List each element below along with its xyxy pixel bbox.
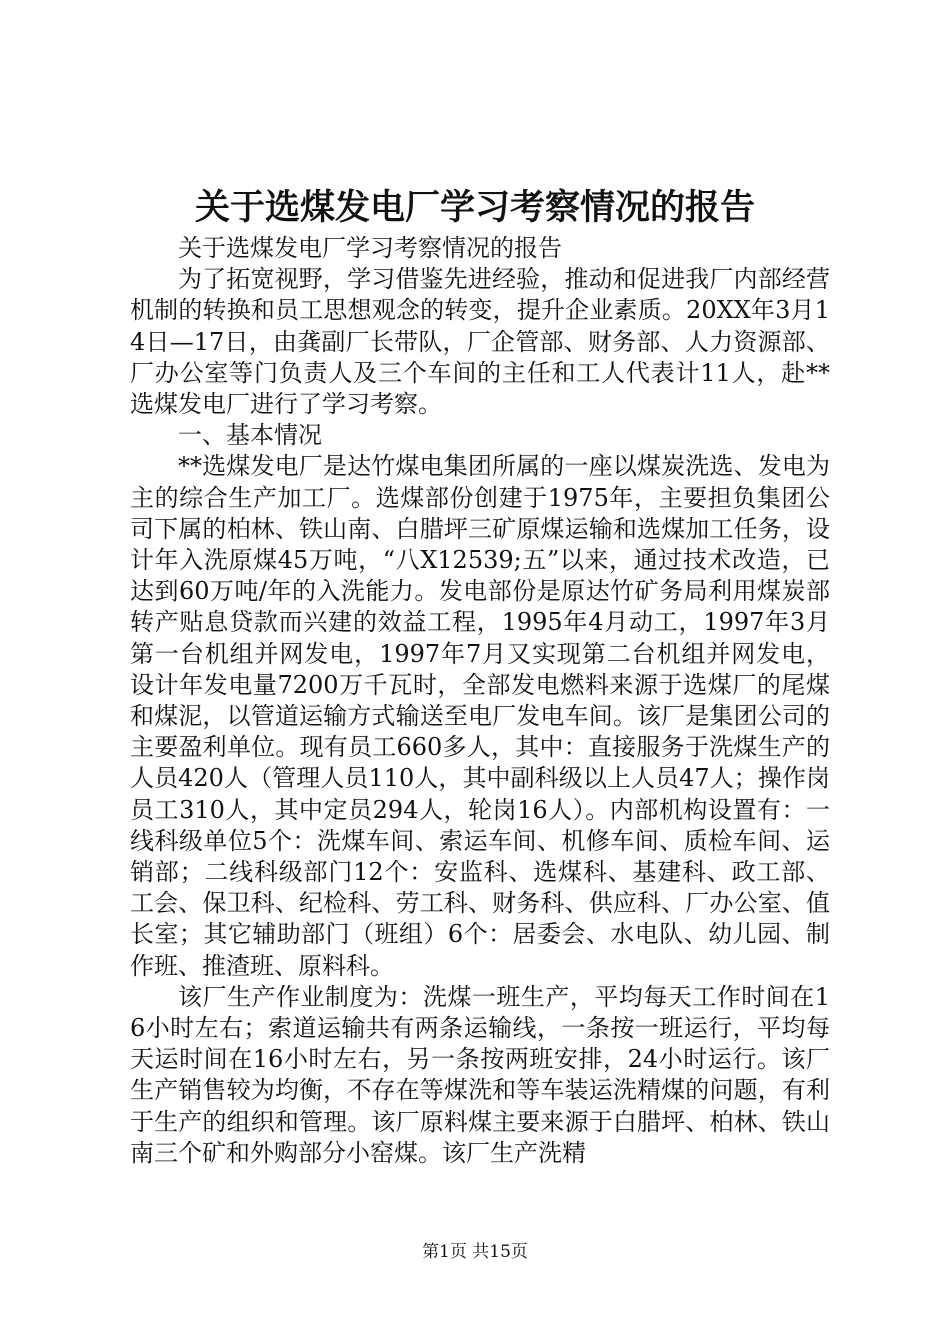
- production-paragraph: 该厂生产作业制度为：洗煤一班生产，平均每天工作时间在16小时左右；索道运输共有两条运输线，一条按一班运行，平均每天运时间在16小时左右，另一条按两班安排，24小时运行。该厂生产销售较为均衡，不存在等煤洗和等车装运洗精煤的问题，有利于生产的组织和管理。该厂原料煤主要来源于白腊坪、柏林、铁山南三个矿和外购部分小窑煤。该厂生产洗精: [130, 982, 830, 1167]
- basic-info-paragraph: **选煤发电厂是达竹煤电集团所属的一座以煤炭洗选、发电为主的综合生产加工厂。选煤部份创建于1975年，主要担负集团公司下属的柏林、铁山南、白腊坪三矿原煤运输和选煤加工任务，设计年入洗原煤45万吨，“八X12539;五”以来，通过技术改造，已达到60万吨/年的入洗能力。发电部份是原达竹矿务局利用煤炭部转产贴息贷款而兴建的效益工程，1995年4月动工，1997年3月第一台机组并网发电，1997年7月又实现第二台机组并网发电，设计年发电量7200万千瓦时，全部发电燃料来源于选煤厂的尾煤和煤泥，以管道运输方式输送至电厂发电车间。该厂是集团公司的主要盈利单位。现有员工660多人，其中：直接服务于洗煤生产的人员420人（管理人员110人，其中副科级以上人员47人；操作岗员工310人，其中定员294人，轮岗16人）。内部机构设置有：一线科级单位5个：洗煤车间、索运车间、机修车间、质检车间、运销部；二线科级部门12个：安监科、选煤科、基建科、政工部、工会、保卫科、纪检科、劳工科、财务科、供应科、厂办公室、值长室；其它辅助部门（班组）6个：居委会、水电队、幼儿园、制作班、推渣班、原料科。: [130, 452, 830, 980]
- intro-paragraph: 为了拓宽视野，学习借鉴先进经验，推动和促进我厂内部经营机制的转换和员工思想观念的转变，提升企业素质。20XX年3月14日—17日，由龚副厂长带队，厂企管部、财务部、人力资源部、厂办公室等门负责人及三个车间的主任和工人代表计11人，赴**选煤发电厂进行了学习考察。: [130, 265, 830, 419]
- section-heading-basic: 一、基本情况: [178, 421, 322, 450]
- subtitle-paragraph: 关于选煤发电厂学习考察情况的报告: [178, 234, 562, 262]
- document-title: 关于选煤发电厂学习考察情况的报告: [194, 187, 755, 228]
- document-body: [130, 233, 830, 1169]
- page-footer: 第1页 共15页: [422, 1242, 528, 1262]
